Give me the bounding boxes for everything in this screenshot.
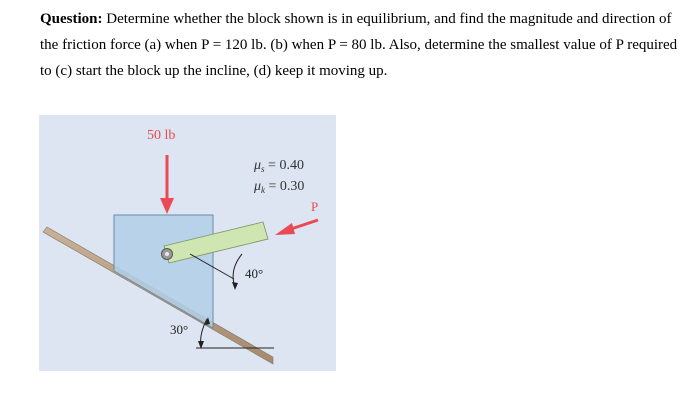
question-body: Determine whether the block shown is in equilibrium, and find the magnitude and direction of the friction force (a) when P = 120 lb. (b) when P = 80 lb. Also, determine the smallest value of P required to (c) start the block up the incline, (d) keep it moving up. [40,11,678,79]
question-text [40,6,680,84]
mu-s-subscript: s [261,164,265,174]
force-angle-label: 40° [245,266,264,281]
figure-svg [39,115,336,371]
incline-angle-label: 30° [170,322,189,337]
mu-k-value: = 0.30 [265,179,305,194]
pin-joint-center [165,252,169,256]
mu-s-symbol: μ [254,158,262,173]
incline-block-figure [39,115,336,371]
mu-s-text [253,158,304,174]
mu-k-text [253,179,304,195]
question-label: Question: [40,11,103,27]
force-p-label: P [311,199,319,214]
mu-k-symbol: μ [254,179,262,194]
mu-s-value: = 0.40 [264,158,304,173]
weight-label: 50 lb [147,128,176,143]
mu-k-subscript: k [261,185,266,195]
